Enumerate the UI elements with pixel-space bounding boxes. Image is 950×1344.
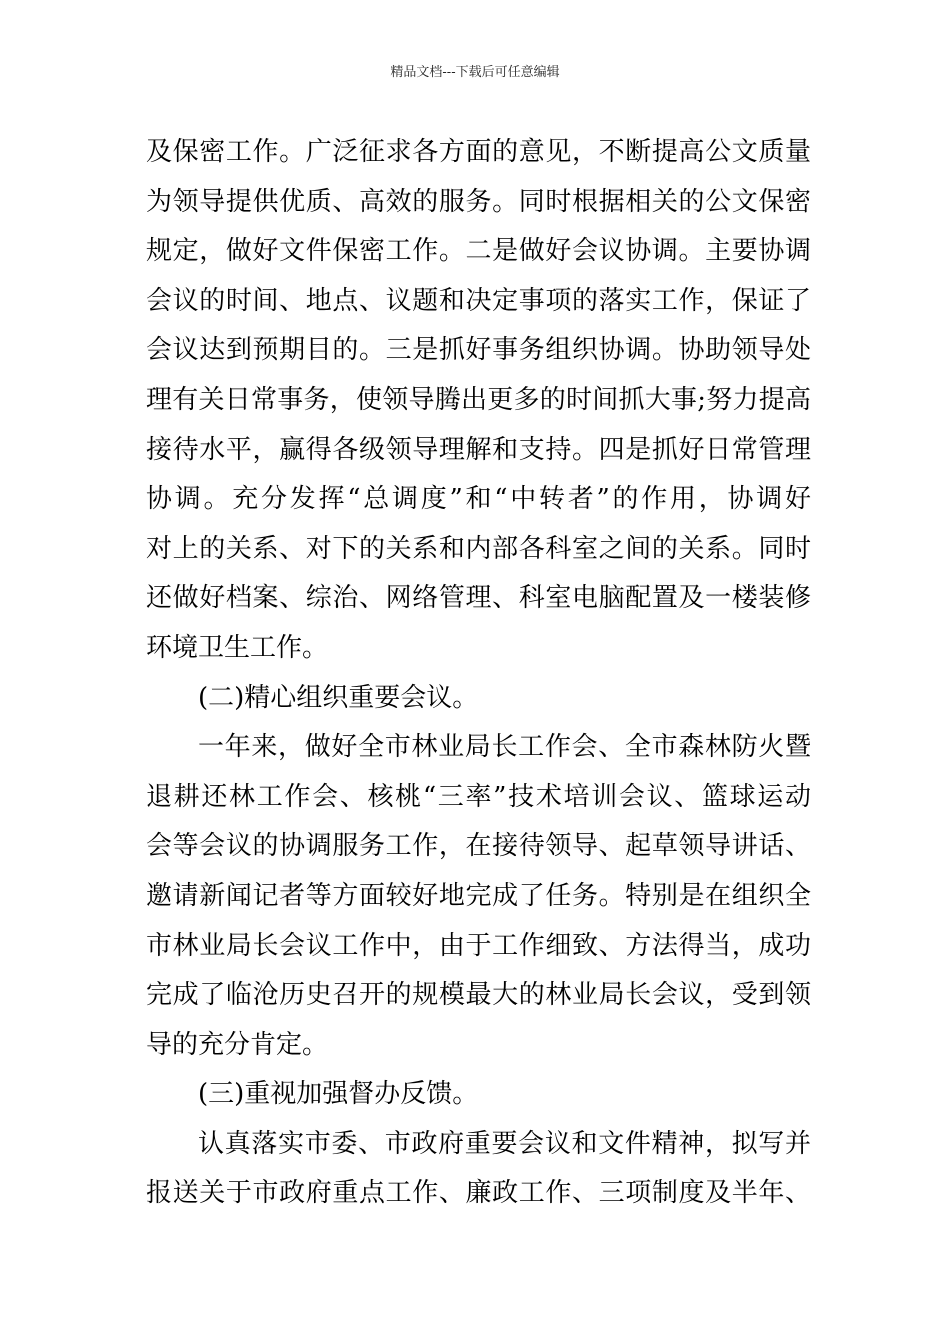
text-line: 接待水平，赢得各级领导理解和支持。四是抓好日常管理: [146, 434, 811, 465]
text-line: 市林业局长会议工作中，由于工作细致、方法得当，成功: [146, 930, 811, 961]
text-line: 认真落实市委、市政府重要会议和文件精神，拟写并: [198, 1128, 811, 1159]
text-line: 及保密工作。广泛征求各方面的意见，不断提高公文质量: [146, 137, 811, 167]
text-line: 导的充分肯定。: [146, 1029, 329, 1060]
text-line: 还做好档案、综治、网络管理、科室电脑配置及一楼装修: [146, 583, 811, 614]
document-body: [146, 128, 811, 1219]
text-line: 对上的关系、对下的关系和内部各科室之间的关系。同时: [146, 533, 811, 564]
section-heading: (二)精心组织重要会议。: [198, 682, 479, 713]
text-line: 为领导提供优质、高效的服务。同时根据相关的公文保密: [146, 186, 811, 217]
text-line: 环境卫生工作。: [146, 632, 329, 663]
text-line: 邀请新闻记者等方面较好地完成了任务。特别是在组织全: [146, 880, 811, 911]
text-line: 规定，做好文件保密工作。二是做好会议协调。主要协调: [146, 236, 811, 267]
text-line: 理有关日常事务，使领导腾出更多的时间抓大事;努力提高: [146, 384, 811, 415]
text-line: 一年来，做好全市林业局长工作会、全市森林防火暨: [198, 732, 811, 763]
text-line: 会议达到预期目的。三是抓好事务组织协调。协助领导处: [146, 335, 811, 366]
text-line: 协调。充分发挥“总调度”和“中转者”的作用，协调好: [146, 484, 811, 515]
text-line: 会等会议的协调服务工作，在接待领导、起草领导讲话、: [146, 831, 811, 862]
text-line: 完成了临沧历史召开的规模最大的林业局长会议，受到领: [146, 980, 811, 1011]
text-line: 退耕还林工作会、核桃“三率”技术培训会议、篮球运动: [146, 781, 811, 812]
page-header: 精品文档---下载后可任意编辑: [390, 65, 560, 80]
text-line: 会议的时间、地点、议题和决定事项的落实工作，保证了: [146, 285, 811, 316]
text-line: 报送关于市政府重点工作、廉政工作、三项制度及半年、: [146, 1178, 811, 1209]
section-heading: (三)重视加强督办反馈。: [198, 1079, 479, 1110]
